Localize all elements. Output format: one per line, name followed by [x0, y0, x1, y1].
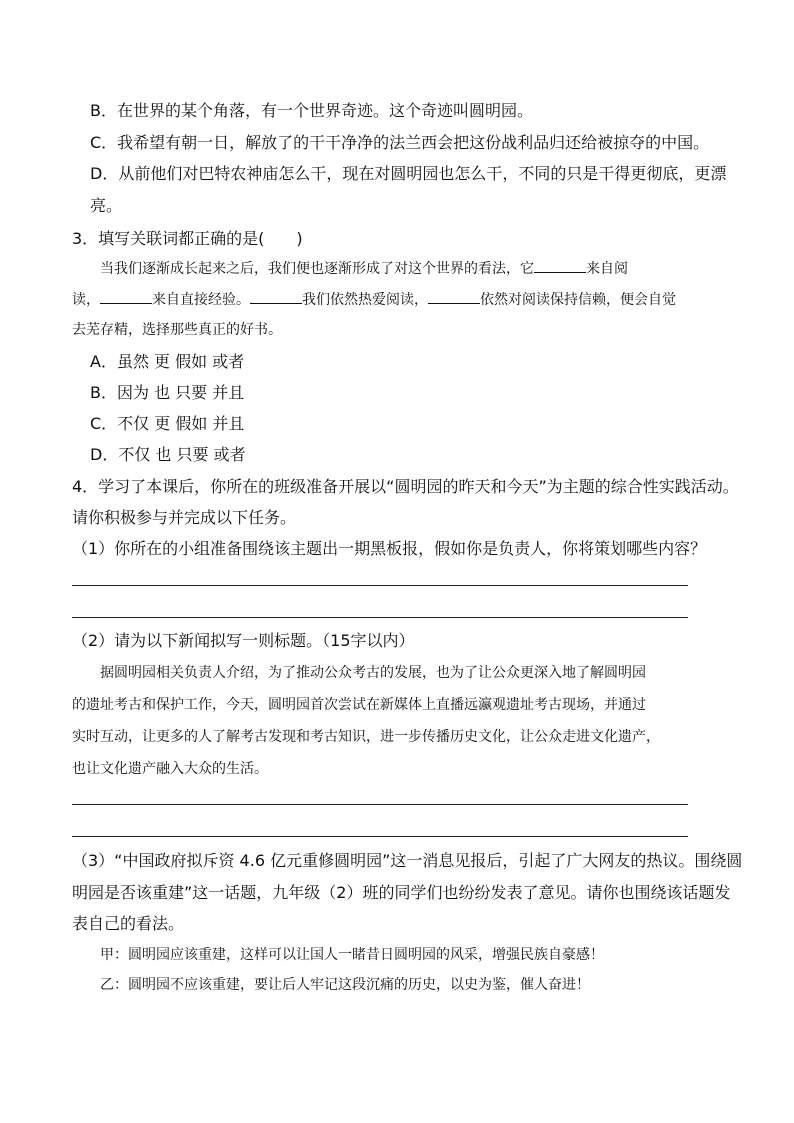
option-c: C．我希望有朝一日，解放了的干干净净的法兰西会把这份战利品归还给被掠夺的中国。 [90, 133, 710, 152]
option-b: B．在世界的某个角落，有一个世界奇迹。这个奇迹叫圆明园。 [90, 101, 533, 120]
fill-blank-3[interactable] [250, 289, 302, 304]
answer-line[interactable] [72, 617, 688, 618]
q4-sub3-line1: （3）“中国政府拟斥资 4.6 亿元重修圆明园”这一消息见报后，引起了广大网友的热议。围绕圆 [72, 851, 743, 870]
passage-text: 我们依然热爱阅读， [302, 292, 428, 308]
q4-stem-line1: 4．学习了本课后，你所在的班级准备开展以“圆明园的昨天和今天”为主题的综合性实践活动。 [72, 477, 739, 496]
q3-passage-line1 [100, 258, 628, 280]
q4-stem-line2: 请你积极参与并完成以下任务。 [72, 508, 297, 527]
q4-sub2: （2）请为以下新闻拟写一则标题。（15字以内） [72, 631, 415, 650]
fill-blank-2[interactable] [100, 289, 152, 304]
passage-text: 读， [72, 292, 100, 308]
q3-passage-line2 [72, 289, 676, 311]
q3-option-b: B．因为 也 只要 并且 [90, 383, 245, 402]
answer-line[interactable] [72, 804, 688, 805]
fill-blank-1[interactable] [534, 258, 586, 273]
option-d-line2: 亮。 [90, 196, 123, 215]
q3-stem: 3．填写关联词都正确的是( ) [72, 229, 303, 248]
answer-line[interactable] [72, 585, 688, 586]
q4-sub3-line3: 表自己的看法。 [72, 914, 185, 933]
opinion-jia: 甲：圆明园应该重建，这样可以让国人一睹昔日圆明园的风采，增强民族自豪感！ [100, 947, 604, 963]
passage-text: 来自阅 [586, 261, 628, 277]
fill-blank-4[interactable] [428, 289, 480, 304]
q3-option-a: A．虽然 更 假如 或者 [90, 352, 245, 371]
q3-option-d: D．不仅 也 只要 或者 [90, 445, 246, 464]
q4-sub3-line2: 明园是否该重建”这一话题，九年级（2）班的同学们也纷纷发表了意见。请你也围绕该话题发 [72, 883, 731, 902]
q3-passage-line3: 去芜存精，选择那些真正的好书。 [72, 322, 282, 338]
news-line4: 也让文化遗产融入大众的生活。 [72, 761, 268, 777]
opinion-yi: 乙：圆明园不应该重建，要让后人牢记这段沉痛的历史，以史为鉴，催人奋进！ [100, 977, 590, 993]
news-line3: 实时互动，让更多的人了解考古发现和考古知识，进一步传播历史文化，让公众走进文化遗产， [72, 729, 660, 745]
q4-sub1: （1）你所在的小组准备围绕该主题出一期黑板报，假如你是负责人，你将策划哪些内容？ [72, 539, 707, 558]
q3-option-c: C．不仅 更 假如 并且 [90, 414, 245, 433]
news-line1: 据圆明园相关负责人介绍，为了推动公众考古的发展，也为了让公众更深入地了解圆明园 [100, 665, 646, 681]
option-d-line1: D．从前他们对巴特农神庙怎么干，现在对圆明园也怎么干，不同的只是干得更彻底，更漂 [90, 164, 727, 183]
passage-text: 当我们逐渐成长起来之后，我们便也逐渐形成了对这个世界的看法，它 [100, 261, 534, 277]
passage-text: 依然对阅读保持信赖，便会自觉 [480, 292, 676, 308]
passage-text: 来自直接经验。 [152, 292, 250, 308]
answer-line[interactable] [72, 836, 688, 837]
news-line2: 的遗址考古和保护工作，今天，圆明园首次尝试在新媒体上直播远瀛观遗址考古现场，并通过 [72, 697, 646, 713]
